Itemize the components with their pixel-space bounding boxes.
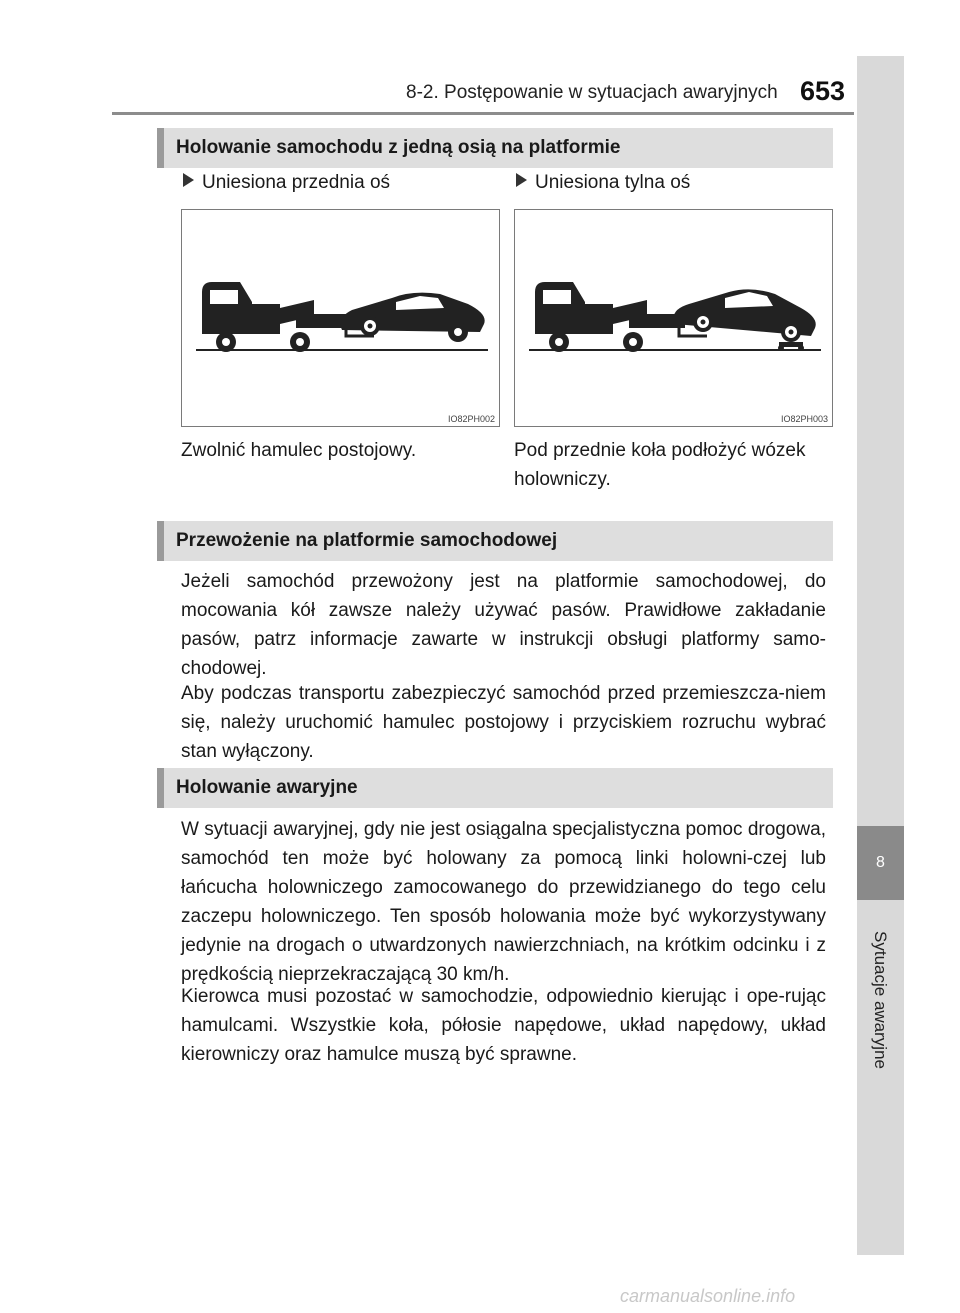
tow-truck-front-raised-illustration (196, 270, 488, 360)
figure-code: IO82PH002 (447, 414, 495, 424)
paragraph-platform-straps: Jeżeli samochód przewożony jest na platformie samochodowej, do mocowania kół zawsze należy używać pasów. Prawidłowe zakładanie pasów, patrz informacje zawarte w instrukcji obsługi platformy samo-chodowej. (181, 571, 826, 679)
header-divider (112, 112, 854, 115)
paragraph-emergency-towing-conditions: W sytuacji awaryjnej, gdy nie jest osiągalna specjalistyczna pomoc drogowa, samochód ten może być holowany za pomocą linki holowni-czej lub łańcucha holowniczego zamocowanego do przewidzianego do tego celu zaczepu holowniczego. Ten sposób holowania może być wykorzystywany jedynie na drogach o utwardzonych nawierzchniach, na krótkim odcinku i z prędkością nieprzekraczającą 30 km/h. (181, 819, 826, 985)
caption-rear-raised: Pod przednie koła podłożyć wózek holowniczy. (514, 440, 806, 490)
figure-rear-raised (514, 209, 833, 427)
column-title-front-raised (183, 172, 390, 194)
triangle-bullet-icon (183, 173, 194, 187)
paragraph-driver-requirements: Kierowca musi pozostać w samochodzie, odpowiednio kierując i ope-rując hamulcami. Wszystkie koła, półosie napędowe, układ napędowy, układ kierowniczy oraz hamulce muszą być sprawne. (181, 986, 826, 1065)
section-heading-emergency-towing: Holowanie awaryjne (157, 768, 833, 808)
triangle-bullet-icon (516, 173, 527, 187)
site-watermark: carmanualsonline.info (620, 1286, 796, 1306)
section-heading-one-axle-towing: Holowanie samochodu z jedną osią na platformie (157, 128, 833, 168)
column-title-rear-raised (516, 172, 690, 194)
side-tab-chapter-number: 8 (857, 826, 904, 900)
side-tab-upper (857, 56, 904, 826)
page-number: 653 (800, 76, 846, 106)
paragraph-platform-parking-brake: Aby podczas transportu zabezpieczyć samochód przed przemieszcza-niem się, należy uruchomić hamulec postojowy i przyciskiem rozruchu wybrać stan wyłączony. (181, 683, 826, 762)
figure-code: IO82PH003 (780, 414, 828, 424)
side-tab-chapter-label: Sytuacje awaryjne (871, 931, 890, 1069)
section-heading-platform-transport: Przewożenie na platformie samochodowej (157, 521, 833, 561)
figure-front-raised (181, 209, 500, 427)
tow-truck-rear-raised-illustration (529, 270, 821, 360)
caption-front-raised: Zwolnić hamulec postojowy. (181, 440, 417, 461)
column-title-text: Uniesiona przednia oś (202, 172, 391, 193)
column-title-text: Uniesiona tylna oś (535, 172, 691, 193)
chapter-header-title: 8-2. Postępowanie w sytuacjach awaryjnych (406, 82, 778, 103)
